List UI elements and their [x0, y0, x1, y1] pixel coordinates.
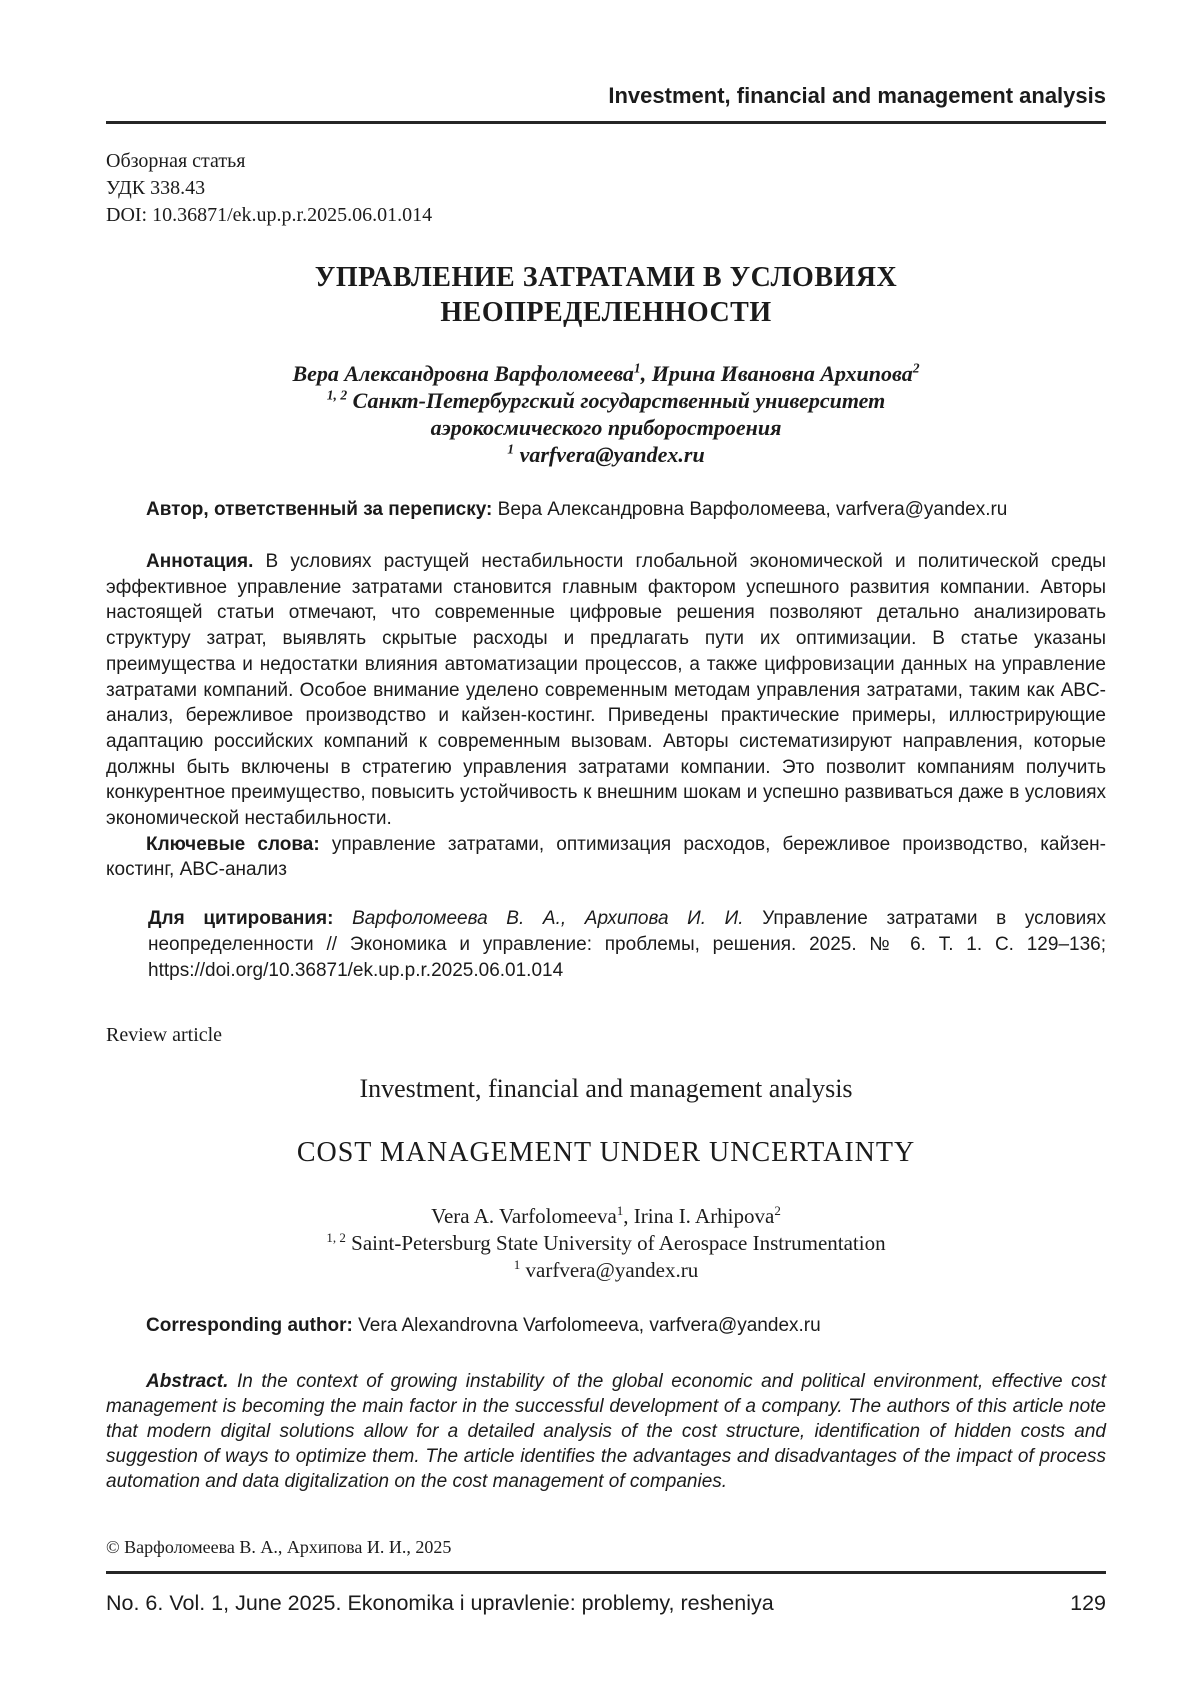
corresponding-ru-value: Вера Александровна Варфоломеева, varfvera@yandex.ru	[497, 499, 1008, 520]
page-footer	[106, 1571, 1106, 1616]
email-en-sup: 1	[513, 1257, 521, 1273]
title-ru	[106, 260, 1106, 330]
abstract-ru-label: Аннотация.	[146, 551, 266, 572]
abstract-ru-block	[106, 549, 1106, 883]
corresponding-author-ru	[106, 497, 1106, 522]
citation-label: Для цитирования:	[148, 908, 353, 930]
corresponding-en-label: Corresponding author:	[146, 1315, 359, 1337]
title-ru-line2: НЕОПРЕДЕЛЕННОСТИ	[440, 297, 772, 328]
affiliation-en-text: Saint-Petersburg State University of Aerospace Instrumentation	[351, 1231, 886, 1256]
copyright-line: © Варфоломеева В. А., Архипова И. И., 2025	[106, 1537, 452, 1558]
footer-page-number: 129	[1070, 1591, 1106, 1615]
article-type-en: Review article	[106, 1024, 223, 1047]
author-ru-2: Ирина Ивановна Архипова	[651, 361, 913, 386]
keywords-ru-text: управление затратами, оптимизация расходов, бережливое производство, кайзен-костинг, ABC-анализ	[106, 833, 1106, 881]
affiliation-en-line	[106, 1230, 1106, 1257]
abstract-en-label: Abstract.	[146, 1371, 237, 1393]
abstract-en-text: In the context of growing instability of the global economic and political environment, effective cost management is becoming the main factor in the successful development of a company. The authors of this article note that modern digital solutions allow for a detailed analysis of the cost structure, identification of hidden costs and suggestion of ways to optimize them. The article identifies the advantages and disadvantages of the impact of process automation and data digitalization on the cost management of companies.	[106, 1371, 1107, 1493]
citation-text: Управление затратами в условиях неопределенности // Экономика и управление: проблемы, решения. 2025. № 6. Т. 1. С. 129–136; https://doi.org/10.36871/ek.up.p.r.2025.06.01.014	[148, 908, 1107, 982]
author-en-2-sup: 2	[774, 1203, 781, 1219]
abstract-en-paragraph	[106, 1369, 1106, 1494]
email-en-line	[106, 1257, 1106, 1284]
author-en-1-sup: 1	[616, 1203, 624, 1219]
author-ru-2-sup: 2	[912, 360, 920, 376]
author-ru-1: Вера Александровна Варфоломеева	[292, 361, 634, 386]
author-en-1: Vera A. Varfolomeeva	[431, 1204, 617, 1229]
abstract-ru-text: В условиях растущей нестабильности глобальной экономической и политической среды эффективное управление затратами становится главным фактором успешного развития компании. Авторы настоящей статьи отмечают, что современные цифровые решения позволяют детально анализировать структуру затрат, выявлять скрытые расходы и предлагать пути их оптимизации. В статье указаны преимущества и недостатки влияния автоматизации процессов, а также цифровизации данных на управление затратами компаний. Особое внимание уделено современным методам управления затратами, таким как ABC-анализ, бережливое производство и кайзен-костинг. Приведены практические примеры, иллюстрирующие адаптацию российских компаний к современным вызовам. Авторы систематизируют направления, которые должны быть включены в стратегию управления затратами компании. Это позволит компаниям получить конкурентное преимущество, повысить устойчивость к внешним шокам и успешно развиваться даже в условиях экономической нестабильности.	[106, 551, 1106, 830]
citation-authors: Варфоломеева В. А., Архипова И. И.	[352, 908, 763, 930]
affiliation-en-sup: 1, 2	[326, 1230, 346, 1246]
keywords-ru-paragraph	[106, 832, 1106, 883]
abstract-en-block	[106, 1369, 1106, 1494]
author-ru-1-sup: 1	[633, 360, 641, 376]
citation-block	[148, 906, 1106, 984]
email-ru-sup: 1	[507, 441, 515, 457]
article-type-ru: Обзорная статья	[106, 150, 246, 172]
doi-line: DOI: 10.36871/ek.up.p.r.2025.06.01.014	[106, 204, 433, 226]
header-rule	[106, 121, 1106, 124]
corresponding-en-value: Vera Alexandrovna Varfolomeeva, varfvera@yandex.ru	[358, 1315, 821, 1337]
affiliation-ru-sup: 1, 2	[326, 387, 348, 403]
email-ru-line	[106, 441, 1106, 468]
keywords-ru-label: Ключевые слова:	[146, 833, 332, 855]
authors-block-ru	[106, 360, 1106, 468]
authors-en-names	[106, 1203, 1106, 1230]
title-en: COST MANAGEMENT UNDER UNCERTAINTY	[296, 1137, 916, 1169]
affiliation-ru-line2: аэрокосмического приборостроения	[430, 415, 782, 440]
affiliation-ru-line1	[106, 387, 1106, 414]
corresponding-ru-label: Автор, ответственный за переписку:	[146, 499, 498, 520]
author-en-2: Irina I. Arhipova	[633, 1204, 775, 1229]
email-en: varfvera@yandex.ru	[525, 1258, 699, 1283]
running-head: Investment, financial and management analysis	[608, 83, 1106, 108]
section-heading-en: Investment, financial and management analysis	[359, 1074, 853, 1104]
authors-ru-separator: ,	[640, 361, 652, 386]
email-ru: varfvera@yandex.ru	[519, 442, 705, 467]
authors-block-en	[106, 1203, 1106, 1284]
abstract-ru-paragraph	[106, 549, 1106, 832]
affiliation-ru-text1: Санкт-Петербургский государственный университет	[352, 388, 886, 413]
authors-en-separator: ,	[623, 1204, 634, 1229]
corresponding-author-en	[106, 1313, 1106, 1338]
udc-number: УДК 338.43	[106, 177, 206, 199]
footer-issue-info: No. 6. Vol. 1, June 2025. Ekonomika i upravlenie: problemy, resheniya	[106, 1591, 774, 1615]
article-meta	[106, 148, 1106, 229]
authors-ru-names	[106, 360, 1106, 387]
title-ru-line1: УПРАВЛЕНИЕ ЗАТРАТАМИ В УСЛОВИЯХ	[314, 262, 898, 293]
